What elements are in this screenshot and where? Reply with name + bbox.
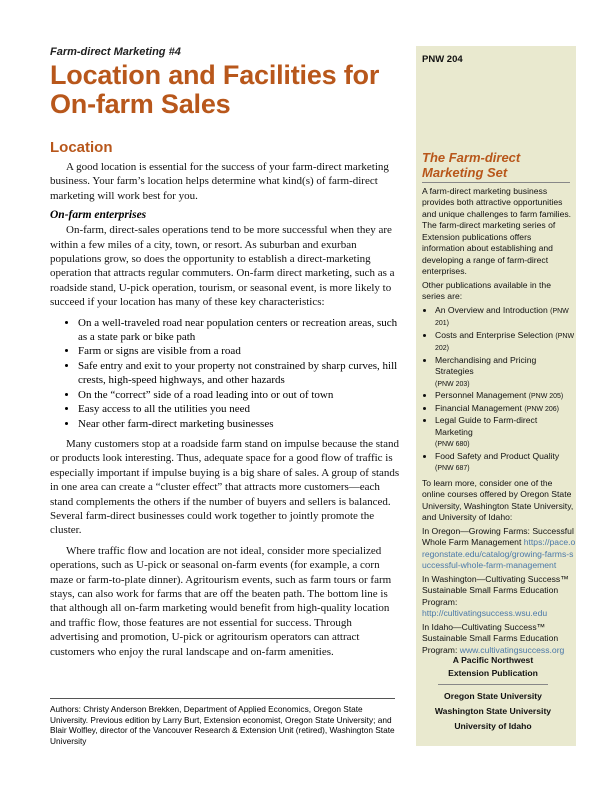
sidebar-other: Other publications available in the series are: — [422, 279, 551, 301]
course-text: In Oregon—Growing Farms: Successful Whole Farm Management — [422, 525, 574, 547]
list-item: • Farm or signs are visible from a road — [78, 344, 402, 358]
pub-title: Personnel Management — [435, 390, 527, 400]
intro-paragraph: A good location is essential for the success of your farm-direct marketing business. Your farm’s location helps determine what kind(s) of farm-direct marketing will work best for you. — [50, 161, 389, 202]
list-item: • Safe entry and exit to your property not constrained by sharp curves, hill crests, high-speed highways, and other hazards — [78, 359, 402, 388]
pub-title: Financial Management — [435, 402, 522, 413]
washington-link[interactable]: http://cultivatingsuccess.wsu.edu — [422, 608, 548, 618]
pub-title: Food Safety and Product Quality — [435, 450, 560, 461]
pub-title: Merchandising and Pricing Strategies — [435, 354, 537, 376]
university: University of Idaho — [454, 721, 532, 731]
oregon-course — [422, 526, 576, 572]
authors-note: Authors: Christy Anderson Brekken, Department of Applied Economics, Oregon State University. Previous edition by Larry Burt, Extension economist, Oregon State University; and Blair Wolfley, director of the Vancouver Research & Extension Unit (retired), Washington State University — [50, 698, 395, 746]
publication-number: PNW 204 — [422, 54, 463, 65]
idaho-link[interactable]: www.cultivatingsuccess.org — [459, 644, 565, 655]
pub-title: An Overview and Introduction — [435, 304, 548, 315]
pub-title: Costs and Enterprise Selection — [435, 329, 553, 340]
section-heading: Location — [50, 139, 113, 156]
pub-code: (PNW 203) — [435, 380, 470, 388]
university: Oregon State University — [444, 691, 542, 701]
learn-more: To learn more, consider one of the online courses offered by Oregon State University, Washington State University, and University of Idaho: — [422, 477, 574, 522]
idaho-course — [422, 622, 576, 657]
list-item: • On a well-traveled road near population centers or recreation areas, such as a state park or bike path — [78, 316, 402, 345]
page-title: Location and Facilities for On-farm Sales — [50, 60, 380, 119]
sidebar — [416, 46, 576, 746]
universities — [416, 689, 570, 734]
list-item — [435, 451, 576, 475]
list-item — [435, 403, 576, 416]
oregon-link[interactable]: https://pace.oregonstate.edu/catalog/growing-farms-successful-whole-farm-management — [422, 537, 576, 570]
publication-list — [422, 305, 576, 475]
sidebar-intro: A farm-direct marketing business provides both attractive opportunities and unique challenges to farm families. The farm-direct marketing series of Extension publications offers information about establishing and developing a range of farm-direct enterprises. — [422, 185, 572, 276]
series-label: Farm-direct Marketing #4 — [50, 46, 181, 58]
paragraph: Many customers stop at a roadside farm stand on impulse because the stand or products look interesting. Thus, adequate space for a good flow of traffic is especially important if impulse buying is a big share of sales. A group of stands in one area can create a “cluster effect” that attracts more customers—each stand complements the others if the number of buyers and sellers is balanced. Several farm-direct businesses could work together to jointly promote the cluster. — [50, 437, 400, 537]
main-column — [50, 46, 402, 665]
list-item: • Near other farm-direct marketing businesses — [78, 417, 402, 431]
paragraph: Where traffic flow and location are not ideal, consider more specialized operations, such as U-pick or seasonal on-farm events (for example, a corn maze or farm-to-plate dinner). Agritourism events, such as farm tours or farm stays, can also work for farms that are off the beaten path. The bottom line is that although all on-farm marketing would benefit from high-quality location and traffic flow, those features are not essential for success. Through advertising and promotion, U-pick or agritourism operators can attract customers who enjoy the rural landscape and on-farm amenities. — [50, 544, 392, 658]
list-item — [435, 330, 576, 355]
extension-line: A Pacific Northwest — [452, 655, 534, 665]
pub-code: (PNW 201) — [435, 307, 569, 327]
pub-code: (PNW 680) — [435, 441, 470, 448]
extension-label — [416, 654, 570, 680]
list-item — [435, 355, 576, 391]
extension-line: Extension Publication — [448, 668, 538, 678]
university: Washington State University — [434, 706, 552, 716]
pub-code: (PNW 205) — [528, 393, 564, 400]
pub-code: (PNW 202) — [435, 332, 575, 352]
pub-title: Legal Guide to Farm-direct Marketing — [435, 415, 538, 437]
list-item — [435, 390, 576, 403]
list-item: • On the “correct” side of a road leading into or out of town — [78, 388, 402, 402]
course-text: In Washington—Cultivating Success™ Sustainable Small Farms Education Program: — [422, 573, 569, 607]
washington-course — [422, 574, 576, 620]
list-item — [435, 305, 576, 330]
pub-code: (PNW 206) — [524, 405, 559, 413]
paragraph: On-farm, direct-sales operations tend to be more successful when they are within a few miles of a city, town, or resort. As suburban and exurban populations grow, so does the opportunity to establish a direct-marketing operation that attracts regular commuters. On-farm direct marketing, such as a roadside stand, U-pick operation, tourism, or seasonal event, is more likely to succeed if your location has many of these key characteristics: — [50, 224, 395, 309]
list-item: • Easy access to all the utilities you need — [78, 402, 402, 416]
characteristics-list — [50, 316, 402, 431]
divider — [438, 684, 548, 685]
list-item — [435, 415, 576, 451]
sidebar-heading: The Farm-direct Marketing Set — [422, 150, 570, 183]
subsection-heading: On-farm enterprises — [50, 209, 147, 222]
course-text: In Idaho—Cultivating Success™ Sustainable Small Farms Education Program: — [422, 621, 559, 655]
pub-code: (PNW 687) — [435, 465, 470, 472]
